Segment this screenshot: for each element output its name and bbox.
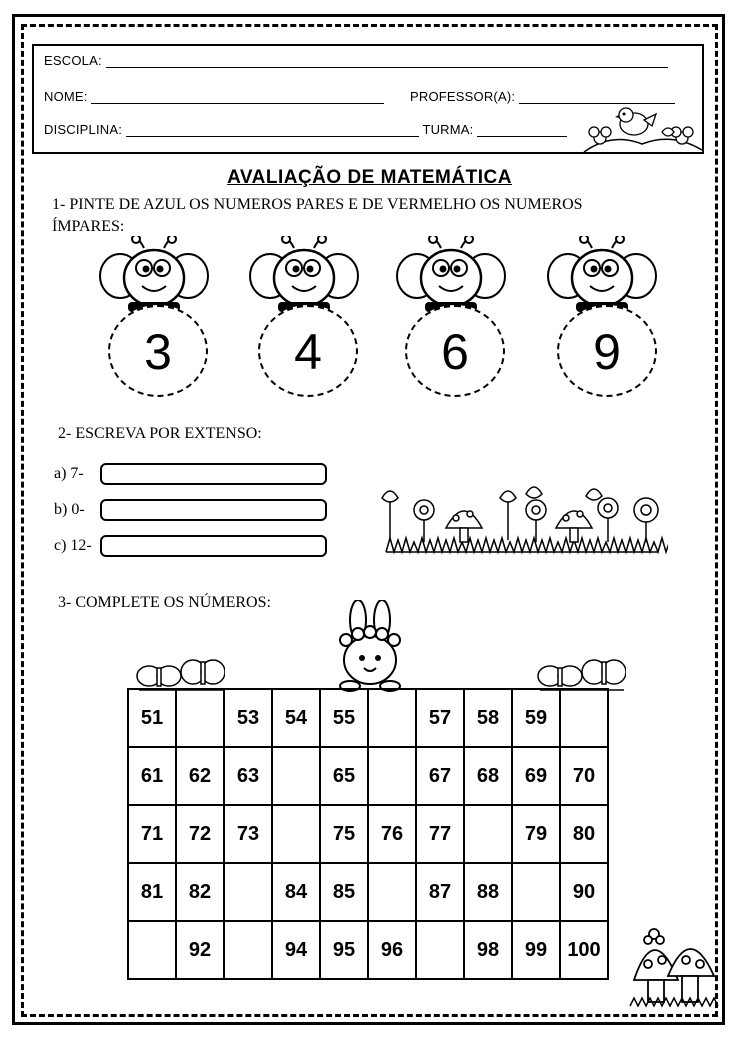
grid-cell: 77 [416, 805, 464, 863]
grid-cell: 75 [320, 805, 368, 863]
q2-answer-a[interactable] [100, 463, 327, 485]
q2-label-b: b) 0- [54, 501, 85, 518]
school-line [44, 53, 668, 68]
class-label: TURMA: [422, 122, 474, 137]
grid-cell: 95 [320, 921, 368, 979]
number-circle-1[interactable]: 3 [108, 305, 208, 397]
grid-cell: 85 [320, 863, 368, 921]
grid-cell: 71 [128, 805, 176, 863]
number-grid [127, 688, 609, 980]
number-circle-3[interactable]: 6 [405, 305, 505, 397]
class-field[interactable] [477, 122, 567, 137]
grid-cell: 81 [128, 863, 176, 921]
grid-cell: 51 [128, 689, 176, 747]
grid-cell: 53 [224, 689, 272, 747]
grid-cell-blank[interactable] [128, 921, 176, 979]
grid-cell-blank[interactable] [176, 689, 224, 747]
subject-line [44, 122, 567, 137]
subject-field[interactable] [126, 122, 419, 137]
grid-cell-blank[interactable] [512, 863, 560, 921]
number-circle-4[interactable]: 9 [557, 305, 657, 397]
school-field[interactable] [106, 53, 668, 68]
teacher-label: PROFESSOR(A): [410, 89, 516, 104]
grid-cell-blank[interactable] [368, 863, 416, 921]
grid-cell: 70 [560, 747, 608, 805]
grid-cell: 69 [512, 747, 560, 805]
mushroom-icon [628, 920, 720, 1012]
grid-cell: 72 [176, 805, 224, 863]
grid-cell-blank[interactable] [224, 863, 272, 921]
grid-cell: 98 [464, 921, 512, 979]
grid-cell: 58 [464, 689, 512, 747]
grid-cell-blank[interactable] [272, 805, 320, 863]
q2-label-c: c) 12- [54, 537, 92, 554]
grid-cell: 59 [512, 689, 560, 747]
grid-cell: 54 [272, 689, 320, 747]
grid-cell: 96 [368, 921, 416, 979]
grid-cell-blank[interactable] [368, 747, 416, 805]
grid-cell-blank[interactable] [368, 689, 416, 747]
name-line [44, 89, 384, 104]
grid-row [128, 747, 608, 805]
grid-cell: 65 [320, 747, 368, 805]
grid-cell: 63 [224, 747, 272, 805]
grid-cell: 76 [368, 805, 416, 863]
bunny-icon [330, 600, 410, 692]
bee-icons [98, 236, 668, 316]
grid-cell: 67 [416, 747, 464, 805]
butterflies-right-icon [536, 650, 626, 692]
page-title: AVALIAÇÃO DE MATEMÁTICA [227, 167, 512, 188]
grid-cell-blank[interactable] [224, 921, 272, 979]
flower-garden-icon [376, 480, 668, 556]
grid-cell: 55 [320, 689, 368, 747]
grid-cell: 94 [272, 921, 320, 979]
grid-cell: 79 [512, 805, 560, 863]
grid-cell: 73 [224, 805, 272, 863]
grid-cell: 62 [176, 747, 224, 805]
grid-cell: 99 [512, 921, 560, 979]
grid-cell-blank[interactable] [560, 689, 608, 747]
q2-answer-b[interactable] [100, 499, 327, 521]
grid-row [128, 863, 608, 921]
q1-line2: ÍMPARES: [52, 218, 125, 235]
grid-cell: 84 [272, 863, 320, 921]
grid-cell: 90 [560, 863, 608, 921]
grid-cell-blank[interactable] [272, 747, 320, 805]
number-circle-2[interactable]: 4 [258, 305, 358, 397]
grid-row [128, 689, 608, 747]
bird-flowers-icon [582, 102, 704, 154]
grid-cell: 68 [464, 747, 512, 805]
grid-cell: 82 [176, 863, 224, 921]
school-label: ESCOLA: [44, 53, 102, 68]
grid-cell: 92 [176, 921, 224, 979]
grid-cell: 61 [128, 747, 176, 805]
q2-text: 2- ESCREVA POR EXTENSO: [58, 425, 262, 442]
grid-row [128, 921, 608, 979]
q2-answer-c[interactable] [100, 535, 327, 557]
grid-cell: 100 [560, 921, 608, 979]
q3-text: 3- COMPLETE OS NÚMEROS: [58, 594, 271, 611]
subject-label: DISCIPLINA: [44, 122, 123, 137]
q1-line1: 1- PINTE DE AZUL OS NUMEROS PARES E DE VERMELHO OS NUMEROS [52, 196, 583, 213]
name-label: NOME: [44, 89, 88, 104]
grid-cell: 80 [560, 805, 608, 863]
name-field[interactable] [91, 89, 384, 104]
grid-row [128, 805, 608, 863]
q2-label-a: a) 7- [54, 465, 84, 482]
grid-cell-blank[interactable] [416, 921, 464, 979]
grid-cell: 87 [416, 863, 464, 921]
butterflies-left-icon [135, 650, 225, 692]
grid-cell-blank[interactable] [464, 805, 512, 863]
grid-cell: 57 [416, 689, 464, 747]
grid-cell: 88 [464, 863, 512, 921]
